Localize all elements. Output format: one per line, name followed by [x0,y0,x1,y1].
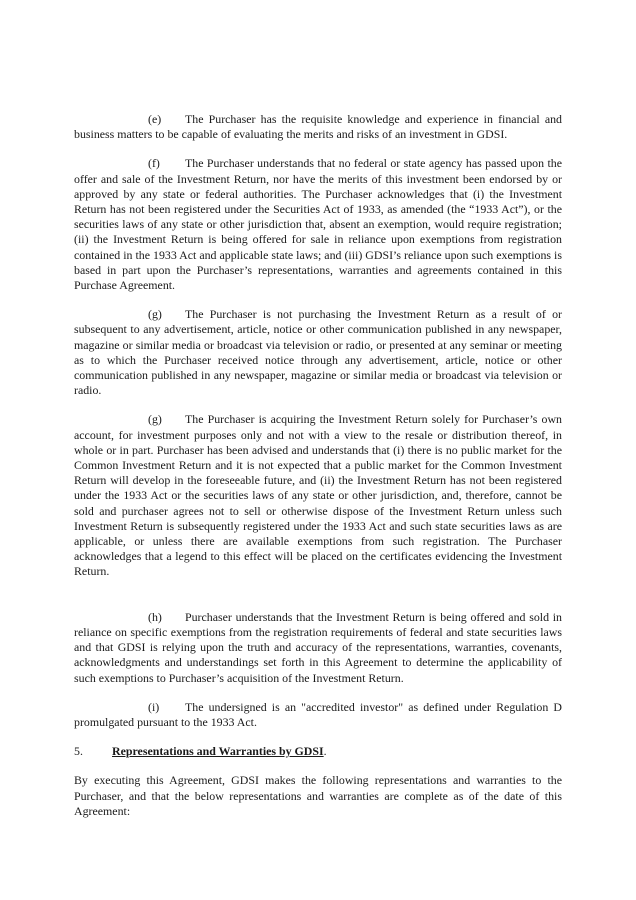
paragraph-text: The undersigned is an "accredited investor" as defined under Regulation D promulgated pursuant to the 1933 Act. [74,699,562,729]
document-page [74,112,562,833]
paragraph-marker: (f) [148,156,160,171]
section-title-period: . [323,744,327,759]
paragraph-i [74,700,562,730]
paragraph-h [74,610,562,686]
paragraph-marker: (g) [148,307,162,322]
section-number: 5. [74,744,83,759]
paragraph-text: The Purchaser has the requisite knowledge and experience in financial and business matters to be capable of evaluating the merits and risks of an investment in GDSI. [74,112,562,142]
section-heading [74,744,562,759]
paragraph-text: The Purchaser is not purchasing the Investment Return as a result of or subsequent to any advertisement, article, notice or other communication published in any newspaper, magazine or similar media or broadcast via television or radio, or presented at any seminar or meeting as to which the Purchaser received notice through any advertisement, article, notice or other communication published in any newspaper, magazine or similar media or broadcast via television or radio. [74,307,562,398]
paragraph-f [74,156,562,293]
paragraph-e [74,112,562,142]
paragraph-marker: (e) [148,112,162,126]
paragraph-marker: (h) [148,609,162,624]
paragraph-g-second [74,412,562,579]
paragraph-marker: (i) [148,699,160,714]
section-title: Representations and Warranties by GDSI [112,744,324,759]
paragraph-text: The Purchaser is acquiring the Investment Return solely for Purchaser’s own account, for investment purposes only and not with a view to the resale or distribution thereof, in whole or in part. Purchaser has been advised and understands that (i) there is no public market for the Common Investment Return and it is not expected that a public market for the Common Investment Return will develop in the foreseeable future, and (ii) the Investment Return has not been registered under the 1933 Act or the securities laws of any state or other jurisdiction, and, therefore, cannot be sold and purchaser agrees not to sell or otherwise dispose of the Investment Return unless such Investment Return is subsequently registered under the 1933 Act and such state securities laws as are applicable, or unless there are available exemptions from such registration. The Purchaser acknowledges that a legend to this effect will be placed on the certificates evidencing the Investment Return. [74,412,562,579]
section-intro-paragraph: By executing this Agreement, GDSI makes the following representations and warranties to the Purchaser, and that the below representations and warranties are complete as of the date of this Agreement: [74,773,562,818]
paragraph-text: The Purchaser understands that no federal or state agency has passed upon the offer and sale of the Investment Return, nor have the merits of this investment been endorsed by or approved by any state or federal authorities. The Purchaser acknowledges that (i) the Investment Return has not been registered under the Securities Act of 1933, as amended (the “1933 Act”), or the securities laws of any state or other jurisdiction that, absent an exemption, would require registration; (ii) the Investment Return is being offered for sale in reliance upon exemptions from registration contained in the 1933 Act and applicable state laws; and (iii) GDSI’s reliance upon such exemptions is based in part upon the Purchaser’s representations, warranties and agreements contained in this Purchase Agreement. [74,156,562,293]
paragraph-marker: (g) [148,412,162,427]
paragraph-text: Purchaser understands that the Investment Return is being offered and sold in reliance on specific exemptions from the registration requirements of federal and state securities laws and that GDSI is relying upon the truth and accuracy of the representations, warranties, covenants, acknowledgments and understandings set forth in this Agreement to determine the applicability of such exemptions to Purchaser’s acquisition of the Investment Return. [74,609,562,685]
paragraph-g-first [74,307,562,398]
